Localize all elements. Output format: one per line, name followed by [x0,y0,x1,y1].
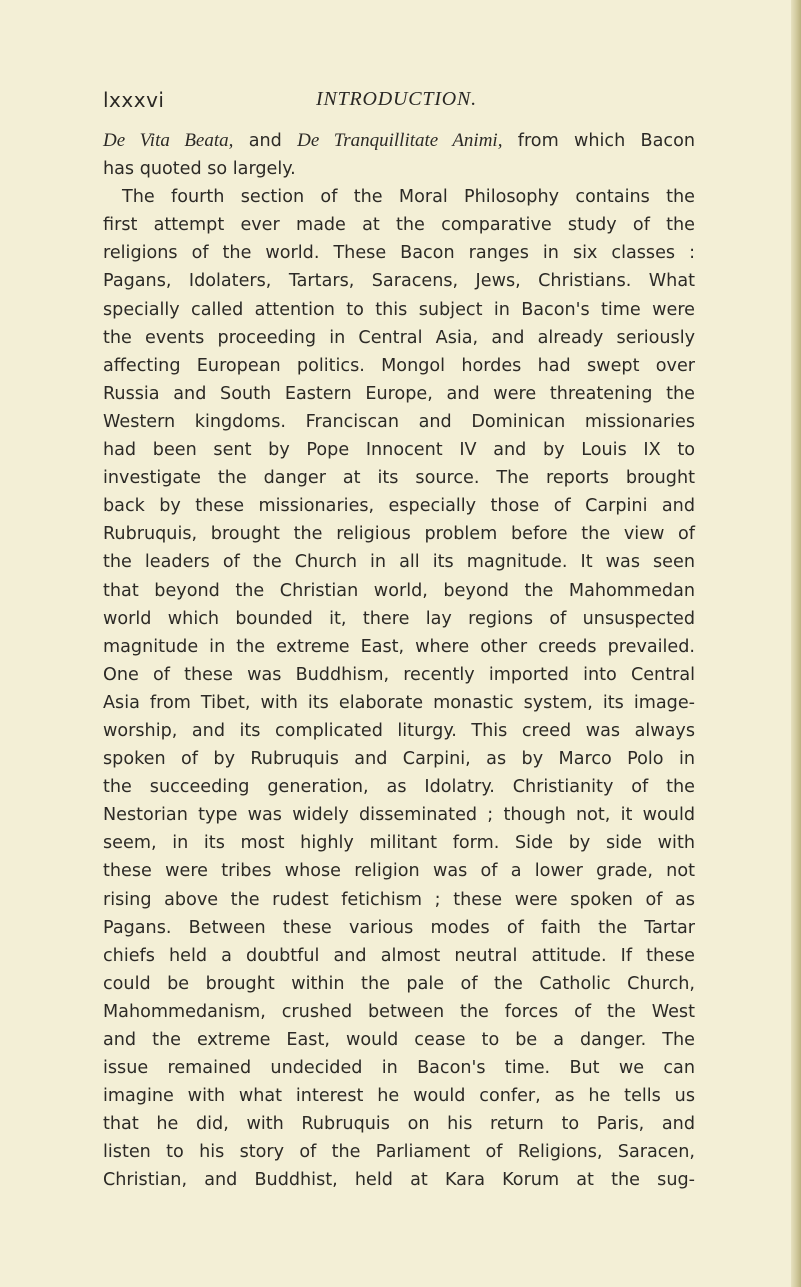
text-line: magnitude in the extreme East, where other creeds prevailed. [103,636,695,657]
text-line: spoken of by Rubruquis and Carpini, as by Marco Polo in [103,749,695,770]
text-line: chiefs held a doubtful and almost neutral attitude. If these [103,945,695,966]
text-line: affecting European politics. Mongol hordes had swept over [103,355,695,376]
text-line-first [103,127,695,155]
text-line: religions of the world. These Bacon ranges in six classes : [103,243,695,264]
first-line-and: and [248,131,282,151]
text-line: has quoted so largely. [103,159,296,180]
text-line: could be brought within the pale of the Catholic Church, [103,973,695,994]
text-line: Russia and South Eastern Europe, and were threatening the [103,383,695,404]
text-line: Rubruquis, brought the religious problem before the view of [103,524,695,545]
text-line: One of these was Buddhism, recently imported into Central [103,664,695,685]
text-line: world which bounded it, there lay regions of unsuspected [103,608,695,629]
text-line: Western kingdoms. Franciscan and Dominican missionaries [103,411,695,432]
text-line: these were tribes whose religion was of a lower grade, not [103,861,695,882]
text-line: rising above the rudest fetichism ; these were spoken of as [103,889,695,910]
text-line: back by these missionaries, especially those of Carpini and [103,496,695,517]
text-line-last: Christian, and Buddhist, held at Kara Korum at the sug- [103,1170,695,1191]
text-line: that beyond the Christian world, beyond the Mahommedan [103,580,695,601]
text-line: issue remained undecided in Bacon's time. But we can [103,1058,695,1079]
text-line: that he did, with Rubruquis on his return to Paris, and [103,1114,695,1135]
text-line: the events proceeding in Central Asia, and already seriously [103,327,695,348]
page-edge [791,0,801,1287]
first-line-rest: from which Bacon [517,131,695,151]
text-line: Pagans. Between these various modes of faith the Tartar [103,917,695,938]
book-title-de-tranquillitate-animi: De Tranquillitate Animi, [297,130,503,151]
text-line: specially called attention to this subject in Bacon's time were [103,299,695,320]
page-number: lxxxvi [103,88,165,112]
text-line: Nestorian type was widely disseminated ; though not, it would [103,805,695,826]
text-line: had been sent by Pope Innocent IV and by Louis IX to [103,440,695,461]
text-line-paragraph-start: The fourth section of the Moral Philosophy contains the [122,187,695,208]
text-line: imagine with what interest he would confer, as he tells us [103,1086,695,1107]
text-line: the leaders of the Church in all its magnitude. It was seen [103,552,695,573]
text-line: worship, and its complicated liturgy. This creed was always [103,720,695,741]
text-line: Mahommedanism, crushed between the forces of the West [103,1001,695,1022]
text-line: Asia from Tibet, with its elaborate monastic system, its image- [103,692,695,713]
text-line: first attempt ever made at the comparative study of the [103,215,695,236]
text-line: listen to his story of the Parliament of Religions, Saracen, [103,1142,695,1163]
book-title-de-vita-beata: De Vita Beata, [103,130,234,151]
text-line: investigate the danger at its source. The reports brought [103,468,695,489]
page-header [103,88,693,118]
text-line: the succeeding generation, as Idolatry. Christianity of the [103,777,695,798]
running-head: INTRODUCTION. [316,88,477,110]
text-line: and the extreme East, would cease to be a danger. The [103,1030,695,1050]
text-line: Pagans, Idolaters, Tartars, Saracens, Jews, Christians. What [103,271,695,292]
body-text [103,127,695,1195]
text-line: seem, in its most highly militant form. Side by side with [103,833,695,854]
